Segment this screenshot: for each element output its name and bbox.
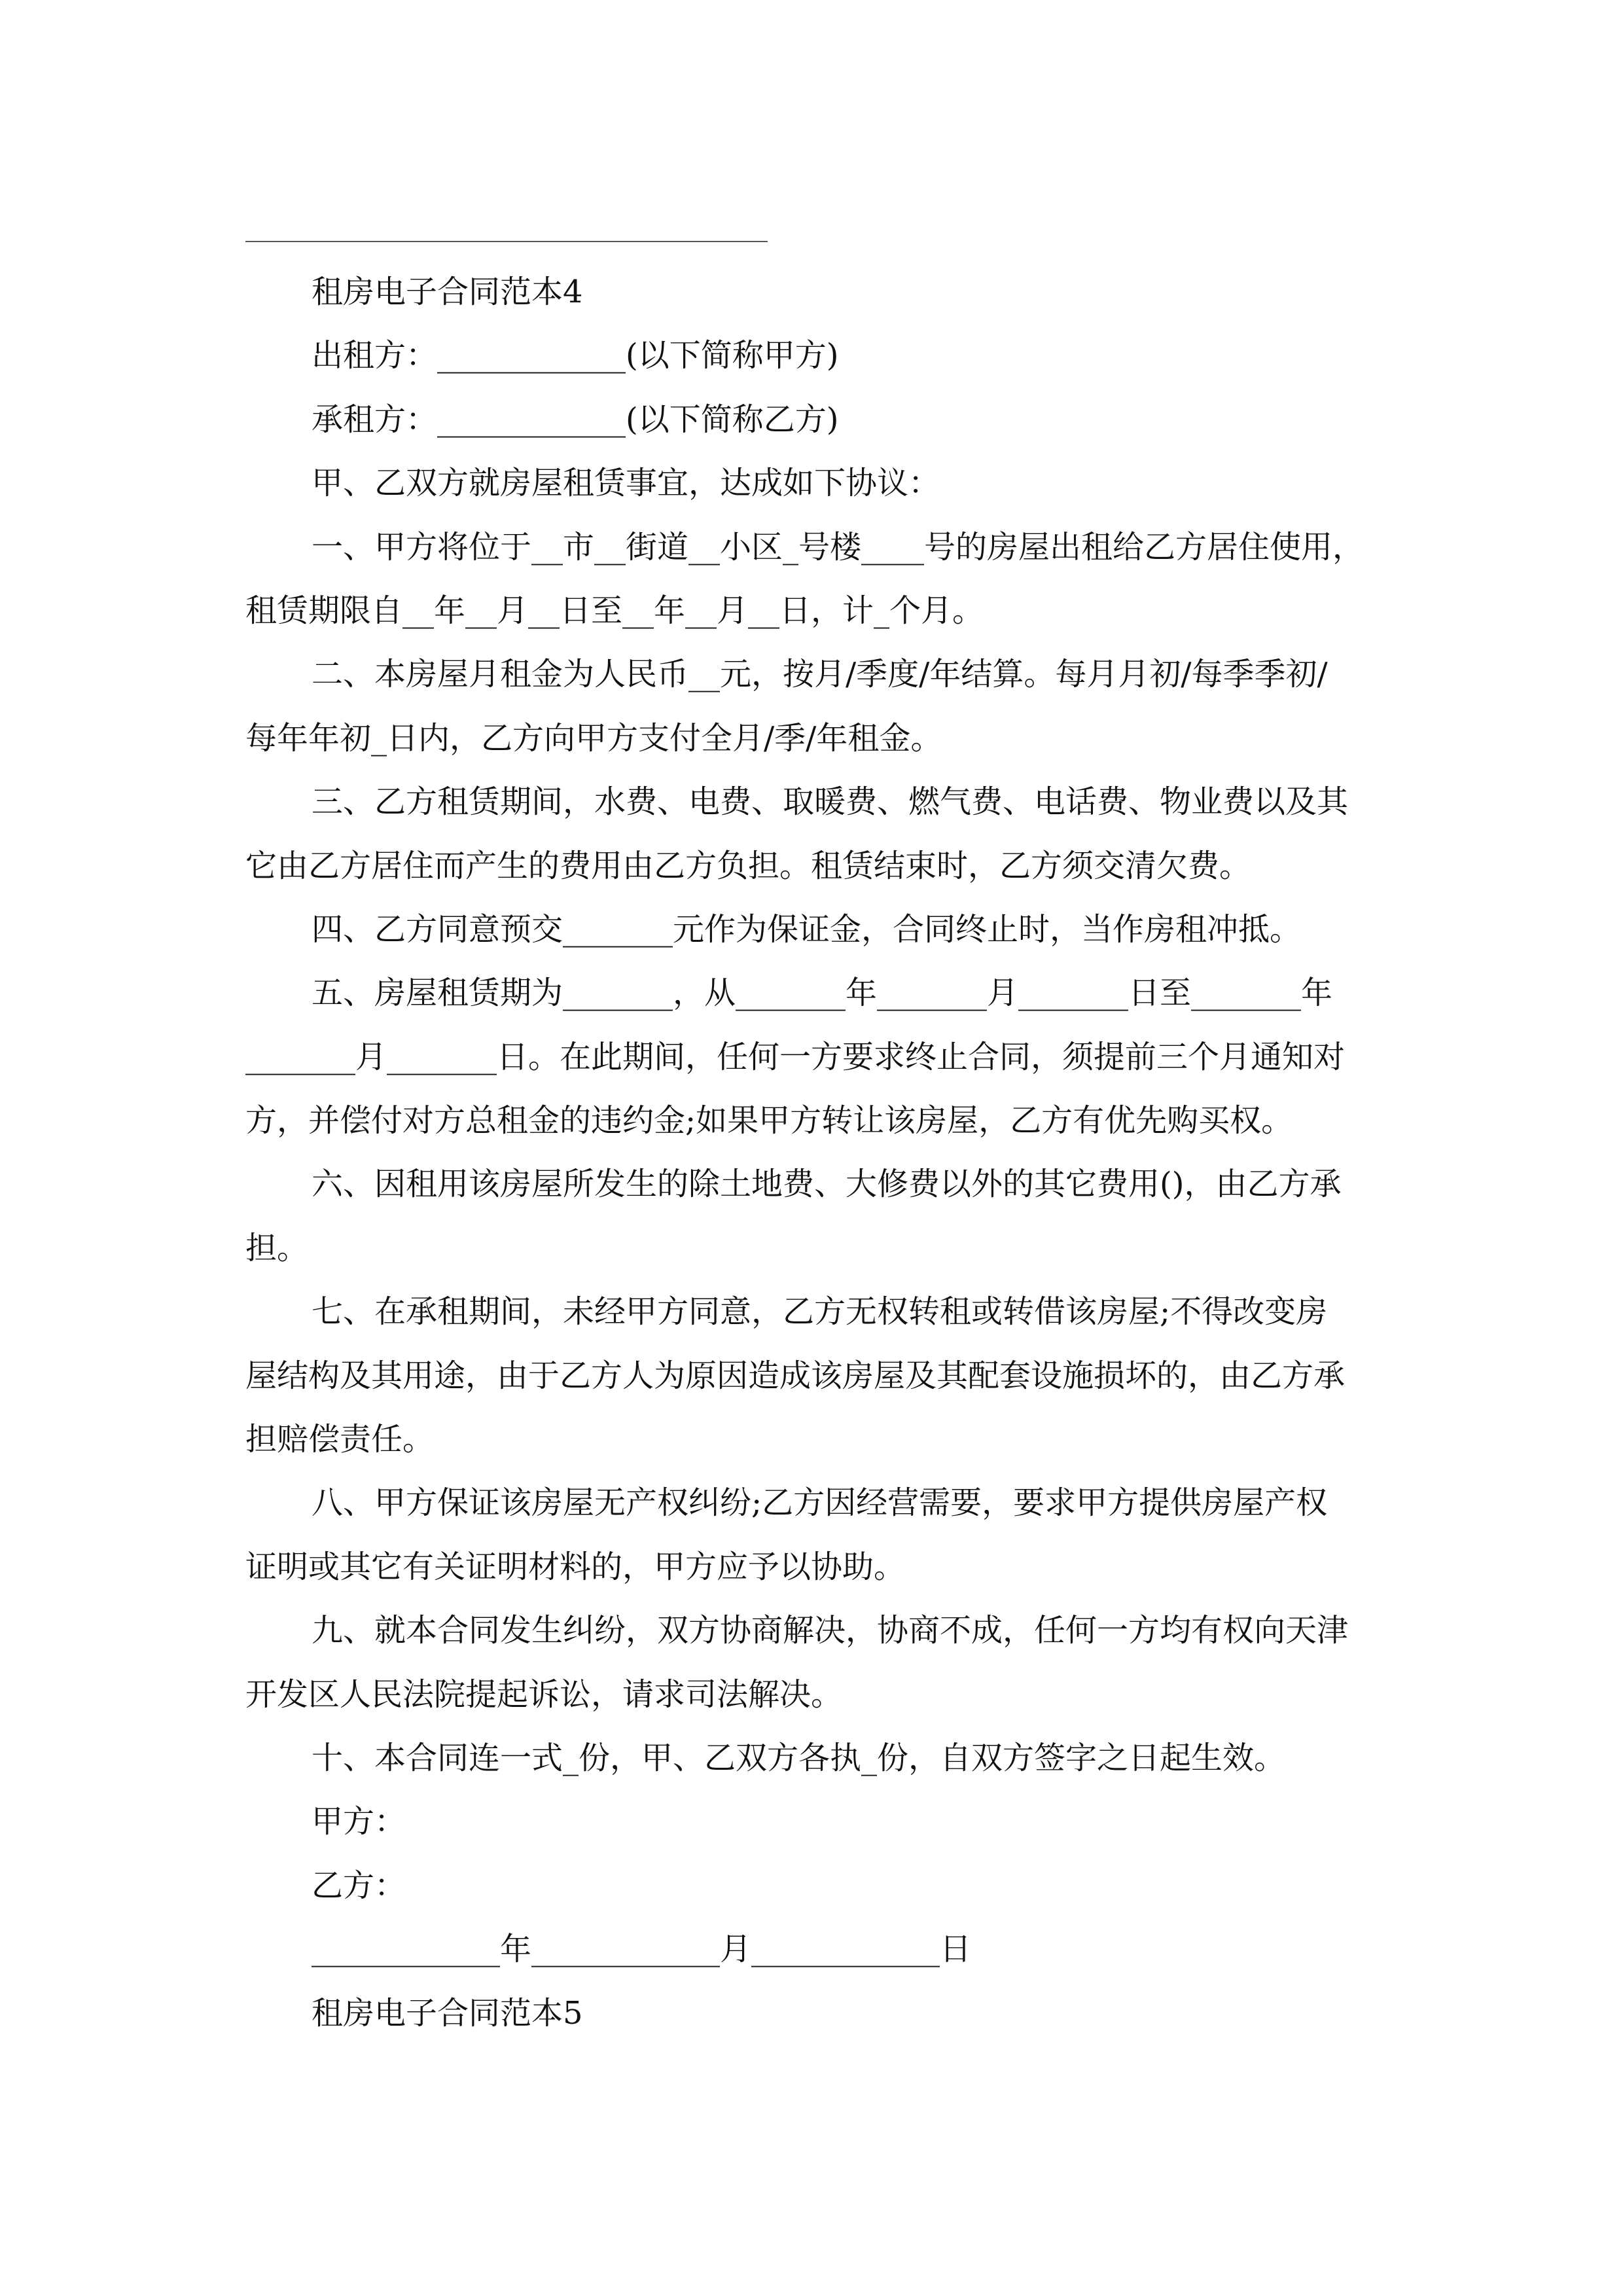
clause-7 [245, 1280, 1378, 1471]
header-rule [245, 241, 768, 242]
clause-9 [245, 1599, 1378, 1727]
clause-line: 三、乙方租赁期间，水费、电费、取暖费、燃气费、电话费、物业费以及其 [312, 783, 1349, 821]
clause-line: 八、甲方保证该房屋无产权纠纷;乙方因经营需要，要求甲方提供房屋产权 [312, 1484, 1328, 1522]
clause-5 [245, 961, 1378, 1153]
clause-line: 二、本房屋月租金为人民币__元，按月/季度/年结算。每月月初/每季季初/ [312, 656, 1328, 693]
clause-line: 五、房屋租赁期为_______，从_______年_______月_______日至_______年 [312, 975, 1333, 1012]
clause-line: _______月_______日。在此期间，任何一方要求终止合同，须提前三个月通知对 [245, 1038, 1346, 1075]
clause-4 [245, 898, 1378, 961]
clause-8 [245, 1471, 1378, 1599]
clause-line: 担赔偿责任。 [245, 1421, 435, 1458]
clause-line: 屋结构及其用途，由于乙方人为原因造成该房屋及其配套设施损坏的，由乙方承 [245, 1357, 1346, 1394]
clause-line: 它由乙方居住而产生的费用由乙方负担。租赁结束时，乙方须交清欠费。 [245, 847, 1251, 884]
clause-2 [245, 643, 1378, 770]
contract-title: 租房电子合同范本4 [312, 274, 583, 310]
lessee-line: 承租方：____________(以下简称乙方) [312, 401, 839, 438]
clauses [245, 516, 1378, 1791]
clause-line: 九、就本合同发生纠纷，双方协商解决，协商不成，任何一方均有权向天津 [312, 1612, 1349, 1649]
clause-line: 四、乙方同意预交_______元作为保证金，合同终止时，当作房租冲抵。 [312, 910, 1302, 948]
contract-document [245, 260, 1378, 2045]
date-line: ____________年____________月____________日 [312, 1931, 972, 1968]
intro-line: 甲、乙双方就房屋租赁事宜，达成如下协议： [312, 465, 940, 502]
lessor-line: 出租方：____________(以下简称甲方) [312, 337, 839, 374]
clause-line: 一、甲方将位于__市__街道__小区_号楼____号的房屋出租给乙方居住使用， [312, 528, 1364, 565]
clause-line: 租赁期限自__年__月__日至__年__月__日，计_个月。 [245, 592, 984, 629]
party-b-signature: 乙方： [312, 1867, 406, 1904]
clause-line: 担。 [245, 1229, 309, 1266]
clause-1 [245, 516, 1378, 643]
clause-3 [245, 770, 1378, 898]
clause-line: 每年年初_日内，乙方向甲方支付全月/季/年租金。 [245, 719, 942, 757]
clause-line: 十、本合同连一式_份，甲、乙双方各执_份，自双方签字之日起生效。 [312, 1739, 1286, 1776]
clause-line: 六、因租用该房屋所发生的除土地费、大修费以外的其它费用()，由乙方承 [312, 1166, 1342, 1203]
clause-10 [245, 1727, 1378, 1790]
clause-line: 证明或其它有关证明材料的，甲方应予以协助。 [245, 1548, 906, 1585]
clause-line: 开发区人民法院提起诉讼，请求司法解决。 [245, 1676, 843, 1713]
clause-line: 方，并偿付对方总租金的违约金;如果甲方转让该房屋，乙方有优先购买权。 [245, 1102, 1293, 1139]
party-a-signature: 甲方： [312, 1803, 406, 1840]
next-contract-title: 租房电子合同范本5 [312, 1994, 583, 2032]
clause-6 [245, 1153, 1378, 1280]
clause-line: 七、在承租期间，未经甲方同意，乙方无权转租或转借该房屋;不得改变房 [312, 1293, 1328, 1331]
